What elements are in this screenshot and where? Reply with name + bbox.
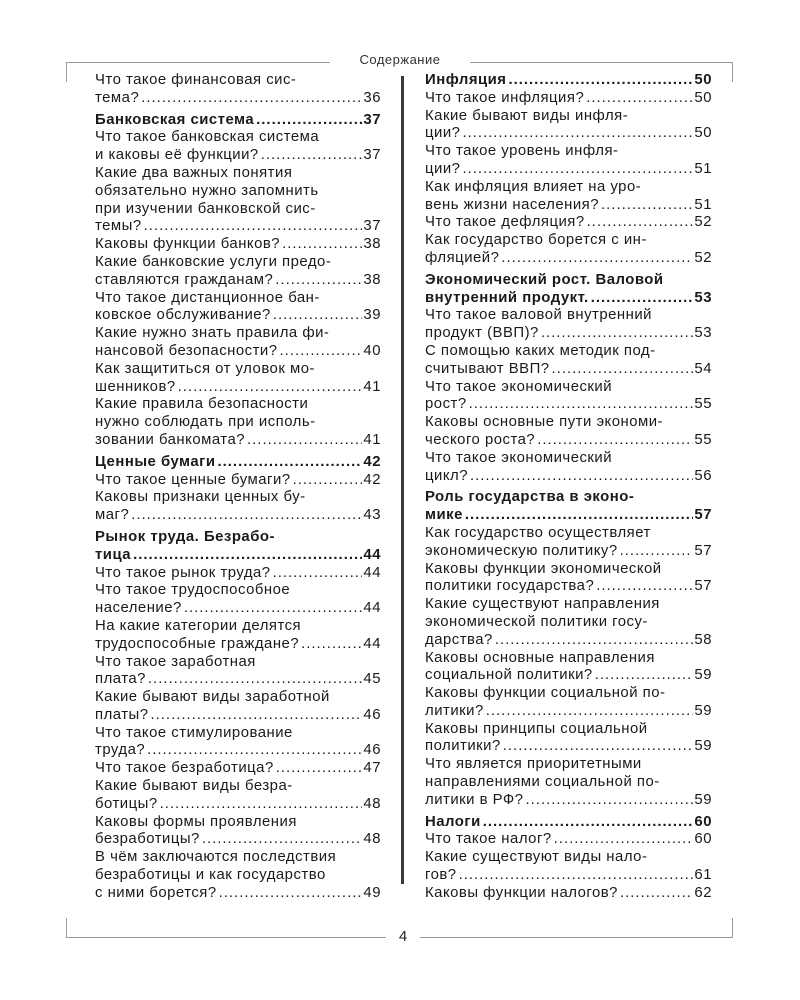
toc-page-number: 62 — [694, 884, 712, 901]
toc-entry — [95, 582, 381, 618]
toc-entry — [425, 343, 712, 379]
toc-entry-last-line — [95, 831, 381, 849]
toc-entry-text-line: Какие бывают виды безра- — [95, 778, 293, 795]
dot-leader — [216, 454, 363, 472]
toc-page-number: 42 — [363, 471, 381, 488]
toc-entry — [425, 143, 712, 179]
toc-entry-last-line — [425, 432, 712, 450]
toc-entry-text-line: шенников? — [95, 378, 176, 395]
dot-leader — [550, 361, 694, 379]
toc-page-number: 59 — [694, 791, 712, 808]
toc-entry — [95, 165, 381, 236]
toc-section-heading — [95, 454, 381, 472]
toc-entry-last-line — [425, 578, 712, 596]
toc-entry-last-line — [425, 738, 712, 756]
toc-entry-text-line: Что такое заработная — [95, 653, 256, 670]
toc-entry-last-line — [425, 867, 712, 885]
toc-page-number: 44 — [363, 564, 381, 581]
toc-page-number: 37 — [363, 218, 381, 235]
dot-leader — [524, 792, 694, 810]
toc-entry-text-line: дарства? — [425, 631, 493, 648]
dot-leader — [535, 432, 693, 450]
toc-entry-text-line: темы? — [95, 218, 142, 235]
toc-entry-text-line: ковское обслуживание? — [95, 307, 271, 324]
toc-entry-last-line — [95, 90, 381, 108]
toc-page-number: 48 — [363, 831, 381, 848]
toc-entry-last-line — [95, 600, 381, 618]
toc-entry-last-line — [95, 547, 381, 565]
dot-leader — [278, 343, 363, 361]
running-head: Содержание — [359, 52, 441, 67]
toc-entry-text-line: вень жизни населения? — [425, 196, 600, 213]
toc-entry-text-line: Что такое ценные бумаги? — [95, 471, 291, 488]
toc-entry-text-line: плата? — [95, 671, 146, 688]
toc-page-number: 50 — [694, 89, 712, 106]
toc-entry-text-line: при изучении банковской сис- — [95, 200, 316, 217]
toc-entry-last-line — [95, 796, 381, 814]
dot-leader — [594, 578, 693, 596]
toc-entry-text-line: зовании банкомата? — [95, 431, 246, 448]
toc-entry-text-line: Каковы принципы социальной — [425, 720, 648, 737]
toc-entry-text-line: политики? — [425, 738, 501, 755]
toc-page-number: 48 — [363, 795, 381, 812]
toc-page-number: 40 — [363, 342, 381, 359]
toc-entry-last-line — [95, 236, 381, 254]
dot-leader — [599, 197, 693, 215]
toc-entry-text-line: Какие бывают виды инфля- — [425, 107, 629, 124]
toc-page-number: 53 — [694, 289, 712, 306]
toc-entry-text-line: Какие правила безопасности — [95, 396, 309, 413]
toc-page-number: 36 — [363, 89, 381, 106]
dot-leader — [457, 867, 694, 885]
toc-entry-text-line: Что такое банковская система — [95, 129, 320, 146]
toc-entry-last-line — [95, 272, 381, 290]
toc-entry-text-line: Что такое экономический — [425, 378, 613, 395]
toc-entry-last-line — [95, 760, 381, 778]
toc-page-number: 37 — [363, 111, 381, 128]
dot-leader — [501, 738, 694, 756]
toc-entry-text-line: Какие существуют виды нало- — [425, 849, 648, 866]
toc-page-number: 49 — [363, 884, 381, 901]
toc-entry-text-line: литики в РФ? — [425, 791, 524, 808]
toc-right-column — [425, 72, 712, 903]
toc-entry-last-line — [95, 565, 381, 583]
toc-entry-text-line: Что такое трудоспособное — [95, 582, 291, 599]
dot-leader — [280, 236, 362, 254]
toc-entry-text-line: цикл? — [425, 467, 468, 484]
toc-entry-text-line: нансовой безопасности? — [95, 342, 278, 359]
toc-page-number: 57 — [694, 542, 712, 559]
toc-entry-text-line: Какие банковские услуги предо- — [95, 253, 332, 270]
toc-entry-last-line — [95, 218, 381, 236]
toc-entry-text-line: Как государство осуществляет — [425, 524, 651, 541]
toc-page-number: 38 — [363, 236, 381, 253]
dot-leader — [274, 760, 363, 778]
toc-entry-text-line: На какие категории делятся — [95, 617, 302, 634]
toc-page-number: 42 — [363, 453, 381, 470]
toc-entry — [425, 90, 712, 108]
toc-entry — [425, 379, 712, 415]
toc-entry-text-line: Что такое инфляция? — [425, 89, 585, 106]
toc-page-number: 58 — [694, 631, 712, 648]
toc-entry-last-line — [95, 454, 381, 472]
toc-entry-text-line: гов? — [425, 867, 457, 884]
toc-entry-text-line: трудоспособные граждане? — [95, 635, 300, 652]
toc-entry — [95, 618, 381, 654]
toc-page-number: 41 — [363, 378, 381, 395]
dot-leader — [273, 272, 362, 290]
dot-leader — [618, 543, 694, 561]
toc-page-number: 38 — [363, 271, 381, 288]
toc-entry-text-line: тица — [95, 546, 132, 563]
page-number: 4 — [398, 928, 408, 945]
toc-section-heading — [425, 72, 712, 90]
toc-page-number: 39 — [363, 307, 381, 324]
toc-page-number: 47 — [363, 760, 381, 777]
toc-entry-text-line: Роль государства в эконо- — [425, 489, 635, 506]
toc-entry-text-line: Что такое налог? — [425, 831, 552, 848]
toc-entry — [425, 561, 712, 597]
toc-entry-last-line — [425, 792, 712, 810]
toc-page-number: 52 — [694, 214, 712, 231]
toc-entry — [95, 849, 381, 902]
toc-entry-last-line — [95, 147, 381, 165]
dot-leader — [552, 831, 694, 849]
toc-page-number: 41 — [363, 431, 381, 448]
toc-entry-text-line: Каковы функции банков? — [95, 236, 281, 253]
toc-page-number: 56 — [694, 467, 712, 484]
toc-entry — [95, 472, 381, 490]
toc-entry-last-line — [95, 112, 381, 130]
toc-page-number: 57 — [694, 578, 712, 595]
frame-corner-bottom-left — [66, 918, 386, 938]
toc-entry-last-line — [425, 667, 712, 685]
toc-entry-last-line — [95, 379, 381, 397]
toc-entry-text-line: Каковы формы проявления — [95, 813, 297, 830]
dot-leader — [460, 161, 693, 179]
toc-entry — [425, 831, 712, 849]
dot-leader — [271, 565, 363, 583]
toc-entry-text-line: Какие два важных понятия — [95, 164, 293, 181]
toc-entry-text-line: Как государство борется с ин- — [425, 232, 647, 249]
toc-entry-last-line — [425, 885, 712, 903]
toc-entry-text-line: экономическую политику? — [425, 542, 618, 559]
toc-entry-text-line: ции? — [425, 125, 461, 142]
toc-section-heading — [425, 814, 712, 832]
toc-entry-text-line: ции? — [425, 160, 461, 177]
dot-leader — [176, 379, 363, 397]
toc-entry-last-line — [425, 361, 712, 379]
toc-entry-text-line: внутренний продукт. — [425, 289, 589, 306]
toc-entry — [95, 689, 381, 725]
dot-leader — [139, 90, 362, 108]
dot-leader — [146, 671, 363, 689]
toc-entry — [425, 756, 712, 809]
toc-entry-text-line: С помощью каких методик под- — [425, 342, 656, 359]
dot-leader — [142, 218, 363, 236]
dot-leader — [507, 72, 694, 90]
dot-leader — [259, 147, 363, 165]
toc-page-number: 59 — [694, 667, 712, 684]
toc-entry-last-line — [95, 636, 381, 654]
dot-leader — [182, 600, 363, 618]
toc-page-number: 55 — [694, 396, 712, 413]
dot-leader — [291, 472, 363, 490]
toc-entry-text-line: маг? — [95, 507, 130, 524]
toc-entry-text-line: платы? — [95, 706, 149, 723]
toc-entry — [95, 760, 381, 778]
dot-leader — [254, 112, 362, 130]
toc-entry — [95, 778, 381, 814]
toc-page-number: 44 — [363, 600, 381, 617]
toc-entry-last-line — [95, 343, 381, 361]
toc-entry-text-line: продукт (ВВП)? — [425, 325, 539, 342]
toc-entry-last-line — [425, 197, 712, 215]
toc-entry-text-line: Каковы функции экономической — [425, 560, 662, 577]
toc-entry — [95, 236, 381, 254]
toc-page-number: 57 — [694, 507, 712, 524]
toc-entry-text-line: Что такое безработица? — [95, 760, 274, 777]
toc-entry — [95, 814, 381, 850]
toc-entry — [425, 307, 712, 343]
toc-entry-text-line: Как защититься от уловок мо- — [95, 360, 315, 377]
toc-entry-last-line — [95, 671, 381, 689]
toc-entry-text-line: обязательно нужно запомнить — [95, 182, 319, 199]
toc-section-heading — [425, 272, 712, 308]
dot-leader — [245, 432, 362, 450]
dot-leader — [589, 290, 694, 308]
toc-entry-text-line: Что такое валовой внутренний — [425, 307, 652, 324]
toc-entry-text-line: Как инфляция влияет на уро- — [425, 178, 642, 195]
dot-leader — [585, 214, 694, 232]
toc-entry-text-line: ботицы? — [95, 795, 158, 812]
toc-page-number: 51 — [694, 196, 712, 213]
dot-leader — [584, 90, 693, 108]
dot-leader — [481, 814, 694, 832]
toc-page-number: 51 — [694, 160, 712, 177]
dot-leader — [145, 742, 362, 760]
toc-entry-text-line: Что такое стимулирование — [95, 724, 293, 741]
toc-entry — [425, 885, 712, 903]
toc-entry-text-line: мике — [425, 507, 463, 524]
toc-entry — [95, 72, 381, 108]
toc-entry-text-line: с ними борется? — [95, 884, 217, 901]
toc-entry-last-line — [95, 307, 381, 325]
toc-entry-last-line — [425, 90, 712, 108]
toc-entry-text-line: Что такое дефляция? — [425, 214, 585, 231]
toc-entry-last-line — [425, 507, 712, 525]
toc-entry-last-line — [95, 432, 381, 450]
toc-entry-text-line: Ценные бумаги — [95, 453, 216, 470]
toc-entry-text-line: Каковы функции налогов? — [425, 884, 618, 901]
toc-entry-last-line — [425, 290, 712, 308]
toc-entry-text-line: Что такое дистанционное бан- — [95, 289, 320, 306]
toc-entry-text-line: Каковы основные пути экономи- — [425, 414, 664, 431]
toc-entry — [425, 849, 712, 885]
toc-section-heading — [95, 112, 381, 130]
dot-leader — [158, 796, 363, 814]
dot-leader — [460, 125, 693, 143]
dot-leader — [200, 831, 363, 849]
toc-entry-text-line: Какие нужно знать правила фи- — [95, 325, 330, 342]
toc-entry-last-line — [425, 831, 712, 849]
toc-entry-last-line — [95, 472, 381, 490]
toc-entry-last-line — [425, 814, 712, 832]
toc-entry-text-line: экономической политики госу- — [425, 613, 648, 630]
dot-leader — [539, 325, 694, 343]
toc-entry-last-line — [425, 543, 712, 561]
toc-entry-text-line: В чём заключаются последствия — [95, 849, 337, 866]
toc-entry-text-line: Инфляция — [425, 72, 507, 88]
toc-entry-last-line — [425, 214, 712, 232]
toc-page-number: 50 — [694, 125, 712, 142]
toc-entry-text-line: и каковы её функции? — [95, 147, 259, 164]
toc-entry-text-line: тема? — [95, 89, 140, 106]
toc-page-number: 45 — [363, 671, 381, 688]
dot-leader — [593, 667, 694, 685]
toc-entry-text-line: Каковы признаки ценных бу- — [95, 489, 306, 506]
toc-entry — [425, 232, 712, 268]
dot-leader — [484, 703, 694, 721]
toc-entry-text-line: Экономический рост. Валовой — [425, 271, 664, 288]
dot-leader — [217, 885, 363, 903]
toc-entry — [425, 214, 712, 232]
toc-entry-text-line: Какие существуют направления — [425, 596, 660, 613]
toc-entry — [425, 414, 712, 450]
toc-page-number: 46 — [363, 706, 381, 723]
toc-entry — [425, 525, 712, 561]
toc-entry-text-line: Банковская система — [95, 111, 255, 128]
toc-entry — [425, 179, 712, 215]
toc-page-number: 54 — [694, 360, 712, 377]
toc-entry — [95, 565, 381, 583]
toc-entry-last-line — [95, 885, 381, 903]
toc-entry-text-line: Что такое рынок труда? — [95, 564, 271, 581]
toc-entry-text-line: нужно соблюдать при исполь- — [95, 414, 316, 431]
toc-entry-text-line: считывают ВВП? — [425, 360, 550, 377]
column-divider — [401, 76, 404, 884]
toc-entry — [95, 489, 381, 525]
toc-entry-text-line: Что такое финансовая сис- — [95, 72, 297, 88]
toc-section-heading — [95, 529, 381, 565]
toc-entry-text-line: Какие бывают виды заработной — [95, 689, 330, 706]
toc-entry-text-line: Каковы функции социальной по- — [425, 685, 666, 702]
toc-entry — [95, 725, 381, 761]
toc-entry — [425, 685, 712, 721]
dot-leader — [499, 250, 693, 268]
toc-entry-last-line — [425, 468, 712, 486]
toc-page-number: 43 — [363, 507, 381, 524]
toc-entry-text-line: социальной политики? — [425, 667, 593, 684]
toc-page-number: 44 — [363, 546, 381, 563]
toc-entry — [95, 129, 381, 165]
toc-entry — [95, 254, 381, 290]
dot-leader — [131, 547, 362, 565]
toc-entry — [425, 650, 712, 686]
toc-entry — [95, 325, 381, 361]
toc-page-number: 59 — [694, 738, 712, 755]
toc-page-number: 50 — [694, 72, 712, 88]
toc-page-number: 37 — [363, 147, 381, 164]
toc-entry-last-line — [425, 161, 712, 179]
dot-leader — [467, 396, 694, 414]
toc-entry-last-line — [425, 125, 712, 143]
toc-page-number: 59 — [694, 702, 712, 719]
toc-entry — [95, 396, 381, 449]
dot-leader — [149, 707, 363, 725]
toc-page-number: 55 — [694, 431, 712, 448]
toc-entry-text-line: Каковы основные направления — [425, 649, 655, 666]
toc-entry-last-line — [95, 707, 381, 725]
toc-entry — [95, 290, 381, 326]
toc-page-number: 52 — [694, 249, 712, 266]
toc-entry — [425, 596, 712, 649]
toc-entry-text-line: Налоги — [425, 813, 481, 830]
dot-leader — [129, 507, 362, 525]
toc-entry-last-line — [425, 72, 712, 90]
toc-entry-text-line: ческого роста? — [425, 431, 536, 448]
frame-corner-bottom-right — [420, 918, 733, 938]
toc-page-number: 46 — [363, 742, 381, 759]
toc-left-column — [95, 72, 381, 903]
dot-leader — [468, 468, 693, 486]
toc-page-number: 61 — [694, 867, 712, 884]
toc-entry-text-line: население? — [95, 600, 182, 617]
toc-entry-text-line: ставляются гражданам? — [95, 271, 274, 288]
dot-leader — [463, 507, 694, 525]
toc-entry-last-line — [425, 396, 712, 414]
toc-entry-text-line: Что такое экономический — [425, 449, 613, 466]
toc-entry-last-line — [425, 632, 712, 650]
toc-entry-text-line: направлениями социальной по- — [425, 774, 660, 791]
toc-entry — [95, 654, 381, 690]
toc-entry-last-line — [425, 703, 712, 721]
dot-leader — [299, 636, 362, 654]
toc-entry-text-line: политики государства? — [425, 578, 595, 595]
toc-page-number: 44 — [363, 635, 381, 652]
toc-entry-last-line — [95, 507, 381, 525]
toc-entry — [425, 450, 712, 486]
toc-entry-text-line: труда? — [95, 742, 146, 759]
dot-leader — [493, 632, 694, 650]
toc-entry-last-line — [95, 742, 381, 760]
toc-entry-text-line: безработицы и как государство — [95, 867, 326, 884]
toc-page-number: 60 — [694, 831, 712, 848]
toc-entry-text-line: Что такое уровень инфля- — [425, 143, 619, 160]
toc-entry — [425, 108, 712, 144]
dot-leader — [271, 307, 363, 325]
toc-page-number: 60 — [694, 813, 712, 830]
toc-section-heading — [425, 489, 712, 525]
toc-entry-last-line — [425, 250, 712, 268]
toc-entry — [95, 361, 381, 397]
toc-entry-text-line: литики? — [425, 702, 484, 719]
toc-entry-last-line — [425, 325, 712, 343]
toc-entry — [425, 721, 712, 757]
toc-entry-text-line: Что является приоритетными — [425, 756, 642, 773]
toc-entry-text-line: рост? — [425, 396, 467, 413]
toc-entry-text-line: фляцией? — [425, 249, 500, 266]
toc-page-number: 53 — [694, 325, 712, 342]
toc-entry-text-line: безработицы? — [95, 831, 200, 848]
dot-leader — [618, 885, 693, 903]
toc-entry-text-line: Рынок труда. Безрабо- — [95, 528, 275, 545]
